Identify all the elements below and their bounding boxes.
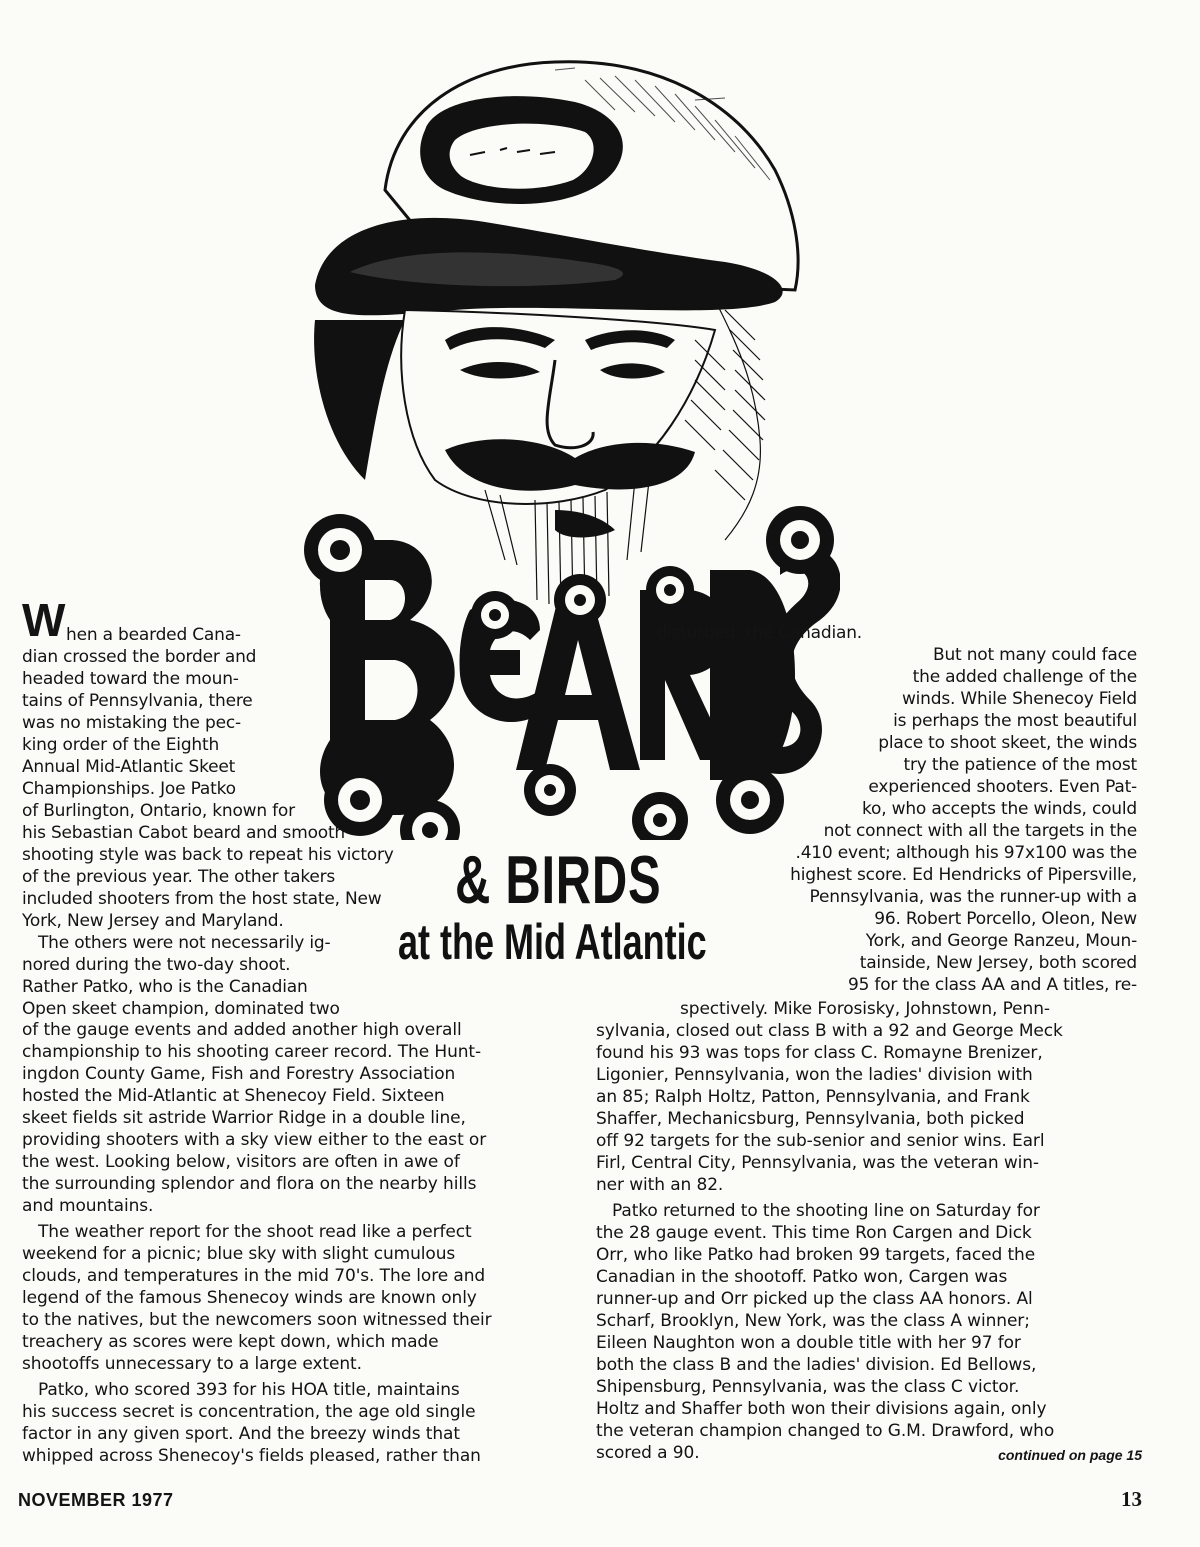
intro-line: The others were not necessarily ig- — [38, 933, 331, 953]
body-line: the west. Looking below, visitors are often in awe of — [22, 1152, 460, 1172]
body-line: legend of the famous Shenecoy winds are known only — [22, 1288, 477, 1308]
body-line: Canadian in the shootoff. Patko won, Cargen was — [596, 1267, 1008, 1287]
body-line: Patko, who scored 393 for his HOA title, maintains — [38, 1380, 460, 1400]
headline-line2: & BIRDS — [455, 842, 662, 918]
intro-line: his Sebastian Cabot beard and smooth — [22, 823, 346, 843]
right-intro-line: place to shoot skeet, the winds — [878, 733, 1137, 753]
intro-line: king order of the Eighth — [22, 735, 220, 755]
right-intro-line: disturbed, the Canadian. — [656, 623, 862, 643]
intro-line: was no mistaking the pec- — [22, 713, 241, 733]
drop-cap: W — [22, 594, 66, 646]
right-intro-line: 96. Robert Porcello, Oleon, New — [874, 909, 1137, 929]
intro-line: Open skeet champion, dominated two — [22, 999, 340, 1019]
issue-date: NOVEMBER 1977 — [18, 1490, 174, 1510]
body-line: sylvania, closed out class B with a 92 and George Meck — [596, 1021, 1063, 1041]
body-line: the surrounding splendor and flora on the nearby hills — [22, 1174, 477, 1194]
body-line: the veteran champion changed to G.M. Drawford, who — [596, 1421, 1055, 1441]
body-line: Orr, who like Patko had broken 99 targets, faced the — [596, 1245, 1036, 1265]
intro-line: of the previous year. The other takers — [22, 867, 336, 887]
body-line: to the natives, but the newcomers soon witnessed their — [22, 1310, 492, 1330]
body-line: skeet fields sit astride Warrior Ridge in a double line, — [22, 1108, 466, 1128]
body-line: ner with an 82. — [596, 1175, 724, 1195]
body-line: spectively. Mike Forosisky, Johnstown, Penn- — [680, 999, 1050, 1019]
intro-line: York, New Jersey and Maryland. — [22, 911, 284, 931]
intro-line: nored during the two-day shoot. — [22, 955, 291, 975]
body-line: of the gauge events and added another high overall — [22, 1020, 462, 1040]
right-intro-line: experienced shooters. Even Pat- — [868, 777, 1137, 797]
right-intro-line: 95 for the class AA and A titles, re- — [848, 975, 1137, 995]
intro-line: of Burlington, Ontario, known for — [22, 801, 295, 821]
body-line: Holtz and Shaffer both won their divisions again, only — [596, 1399, 1047, 1419]
body-line: weekend for a picnic; blue sky with slight cumulous — [22, 1244, 456, 1264]
intro-line: tains of Pennsylvania, there — [22, 691, 253, 711]
body-line: an 85; Ralph Holtz, Patton, Pennsylvania, and Frank — [596, 1087, 1030, 1107]
right-intro-line: Pennsylvania, was the runner-up with a — [809, 887, 1137, 907]
body-line: his success secret is concentration, the age old single — [22, 1402, 476, 1422]
intro-line: shooting style was back to repeat his victory — [22, 845, 394, 865]
intro-line: dian crossed the border and — [22, 647, 257, 667]
body-line: runner-up and Orr picked up the class AA honors. Al — [596, 1289, 1033, 1309]
body-line: treachery as scores were kept down, which made — [22, 1332, 439, 1352]
intro-line: Rather Patko, who is the Canadian — [22, 977, 308, 997]
body-line: Ligonier, Pennsylvania, won the ladies' division with — [596, 1065, 1033, 1085]
intro-line: Championships. Joe Patko — [22, 779, 236, 799]
body-line: and mountains. — [22, 1196, 154, 1216]
body-line: hosted the Mid-Atlantic at Shenecoy Field. Sixteen — [22, 1086, 445, 1106]
body-line: factor in any given sport. And the breezy winds that — [22, 1424, 460, 1444]
body-line: championship to his shooting career record. The Hunt- — [22, 1042, 482, 1062]
right-intro-line: York, and George Ranzeu, Moun- — [865, 931, 1137, 951]
body-line: providing shooters with a sky view either to the east or — [22, 1130, 487, 1150]
intro-first-line: hen a bearded Cana- — [66, 625, 241, 645]
right-intro-line: .410 event; although his 97x100 was the — [795, 843, 1137, 863]
body-line: Scharf, Brooklyn, New York, was the class A winner; — [596, 1311, 1030, 1331]
body-line: both the class B and the ladies' division. Ed Bellows, — [596, 1355, 1037, 1375]
body-line: Eileen Naughton won a double title with her 97 for — [596, 1333, 1021, 1353]
beards-lettering — [280, 470, 840, 840]
intro-line: headed toward the moun- — [22, 669, 239, 689]
body-line: The weather report for the shoot read like a perfect — [38, 1222, 472, 1242]
body-line: ingdon County Game, Fish and Forestry Association — [22, 1064, 456, 1084]
intro-line: Annual Mid-Atlantic Skeet — [22, 757, 236, 777]
right-intro-line: tainside, New Jersey, both scored — [859, 953, 1137, 973]
right-intro-line: highest score. Ed Hendricks of Pipersville, — [790, 865, 1137, 885]
body-line: off 92 targets for the sub-senior and senior wins. Earl — [596, 1131, 1045, 1151]
right-intro-line: ko, who accepts the winds, could — [861, 799, 1137, 819]
headline-word: BEARDS — [280, 470, 285, 471]
body-line: Shipensburg, Pennsylvania, was the class C victor. — [596, 1377, 1020, 1397]
intro-line: included shooters from the host state, New — [22, 889, 382, 909]
right-intro-line: try the patience of the most — [903, 755, 1137, 775]
continued-note: continued on page 15 — [998, 1447, 1142, 1463]
body-line: shootoffs unnecessary to a large extent. — [22, 1354, 362, 1374]
right-intro-line: not connect with all the targets in the — [823, 821, 1137, 841]
body-line: the 28 gauge event. This time Ron Cargen and Dick — [596, 1223, 1032, 1243]
body-line: Firl, Central City, Pennsylvania, was the veteran win- — [596, 1153, 1039, 1173]
body-line: whipped across Shenecoy's fields pleased, rather than — [22, 1446, 481, 1466]
right-intro-line: But not many could face — [932, 645, 1137, 665]
body-line: clouds, and temperatures in the mid 70's. The lore and — [22, 1266, 486, 1286]
body-line: scored a 90. — [596, 1443, 700, 1463]
body-line: Patko returned to the shooting line on Saturday for — [612, 1201, 1040, 1221]
right-intro-line: the added challenge of the — [912, 667, 1137, 687]
body-line: found his 93 was tops for class C. Romayne Brenizer, — [596, 1043, 1043, 1063]
right-intro-line: is perhaps the most beautiful — [893, 711, 1137, 731]
body-line: Shaffer, Mechanicsburg, Pennsylvania, both picked — [596, 1109, 1025, 1129]
headline-line3: at the Mid Atlantic — [398, 914, 707, 970]
right-intro-line: winds. While Shenecoy Field — [901, 689, 1137, 709]
page-number: 13 — [1121, 1487, 1142, 1511]
